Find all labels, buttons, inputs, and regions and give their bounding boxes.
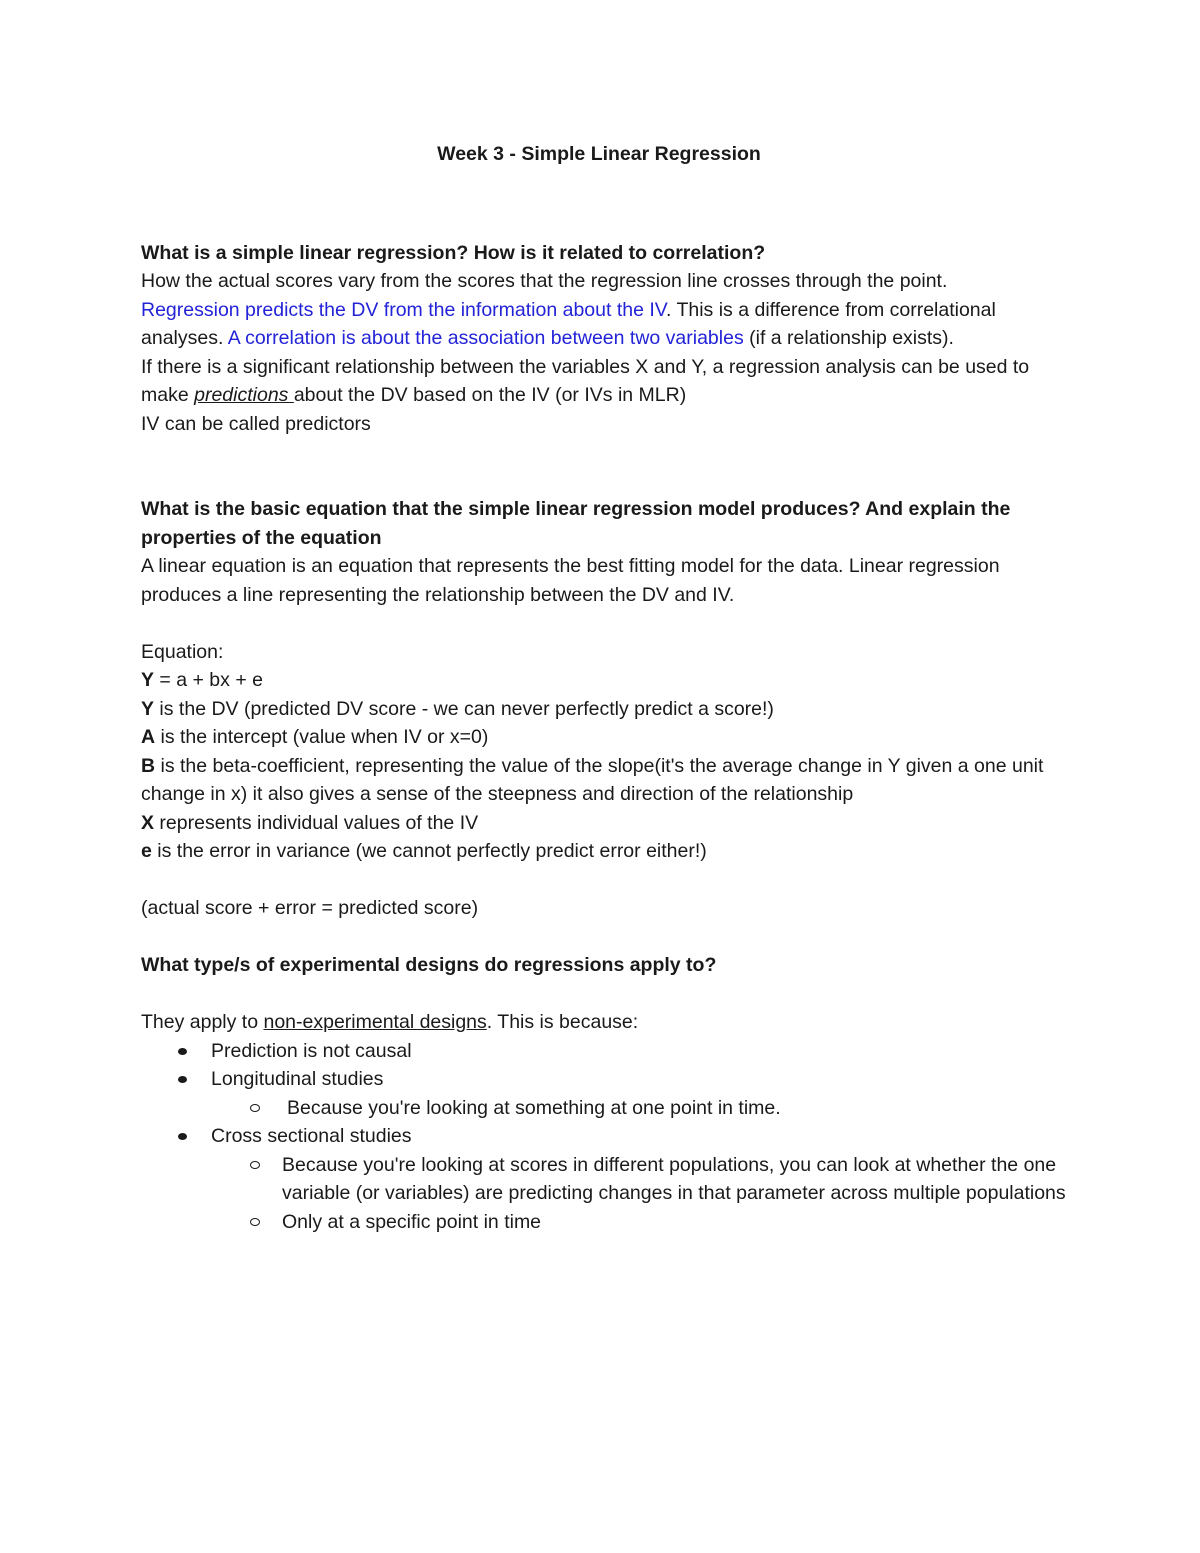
term-text: is the DV (predicted DV score - we can never perfectly predict a score!) xyxy=(154,697,774,720)
list-item-text: Longitudinal studies xyxy=(211,1068,384,1090)
sub-list-item xyxy=(141,1094,1071,1123)
paragraph-text: . This is a difference from correlational analyses. xyxy=(141,298,996,349)
document-title: Week 3 - Simple Linear Regression xyxy=(437,143,761,165)
list-item xyxy=(141,1037,1071,1066)
section3-heading: What type/s of experimental designs do regressions apply to? xyxy=(141,954,717,976)
term-text: represents individual values of the IV xyxy=(154,811,479,834)
list-item-text: Cross sectional studies xyxy=(211,1125,412,1147)
term-x-definition xyxy=(141,809,1071,838)
spacer xyxy=(141,609,1071,638)
section1-paragraph-3 xyxy=(141,353,1071,410)
spacer xyxy=(141,980,1071,1009)
section1-heading: What is a simple linear regression? How is it related to correlation? xyxy=(141,241,766,264)
reasons-list xyxy=(141,1037,1071,1237)
highlighted-text-correlation: A correlation is about the association between two variables xyxy=(227,327,744,349)
emphasized-text-predictions: predictions xyxy=(194,384,294,406)
section3-intro xyxy=(141,1008,1071,1037)
list-item xyxy=(141,1122,1071,1236)
sub-list-item xyxy=(141,1151,1071,1208)
underlined-text-non-experimental: non-experimental designs xyxy=(263,1011,487,1033)
score-note: (actual score + error = predicted score) xyxy=(141,897,479,919)
spacer xyxy=(141,438,1071,495)
section1-paragraph-1: How the actual scores vary from the scores that the regression line crosses through the point. xyxy=(141,270,948,292)
term-e-definition xyxy=(141,837,1071,866)
paragraph-text: (if a relationship exists). xyxy=(743,327,954,349)
sub-list-item-text: Only at a specific point in time xyxy=(282,1210,542,1233)
sub-list-item xyxy=(141,1208,1071,1237)
term-y-definition xyxy=(141,695,1071,724)
document-page xyxy=(141,140,1071,1236)
term-symbol: e xyxy=(141,840,152,862)
sub-list-item-text: Because you're looking at something at one point in time. xyxy=(287,1096,781,1119)
highlighted-text-regression: Regression predicts the DV from the information about the IV xyxy=(141,298,666,321)
term-a-definition xyxy=(141,723,1071,752)
bullet-icon xyxy=(178,1076,187,1083)
term-text: = a + bx + e xyxy=(154,669,263,691)
list-item-text: Prediction is not causal xyxy=(211,1039,412,1062)
paragraph-text: If there is a significant relationship between the variables X and Y, a regression analysis can be used to make xyxy=(141,355,1030,406)
bullet-icon xyxy=(178,1133,187,1140)
list-item xyxy=(141,1065,1071,1122)
sub-list-item-text: Because you're looking at scores in different populations, you can look at whether the one variable (or variables) are predicting changes in that parameter across multiple populations xyxy=(282,1153,1066,1204)
term-symbol: B xyxy=(141,754,156,777)
hollow-bullet-icon xyxy=(250,1104,260,1112)
paragraph-text: They apply to xyxy=(141,1011,264,1033)
sub-list xyxy=(211,1094,1071,1123)
equation-line xyxy=(141,666,1071,695)
sub-list xyxy=(211,1151,1071,1237)
spacer xyxy=(141,923,1071,952)
term-text: is the error in variance (we cannot perfectly predict error either!) xyxy=(151,840,707,862)
term-text: is the beta-coefficient, representing the value of the slope(it's the average change in Y given a one unit change in x) it also gives a sense of the steepness and direction of the relationship xyxy=(141,754,1044,805)
term-symbol: A xyxy=(141,726,156,748)
paragraph-text: . This is because: xyxy=(486,1011,639,1033)
equation-label: Equation: xyxy=(141,640,224,663)
term-symbol: Y xyxy=(141,669,155,691)
hollow-bullet-icon xyxy=(250,1218,260,1226)
section1-paragraph-4: IV can be called predictors xyxy=(141,412,371,435)
section1-paragraph-2 xyxy=(141,296,1071,353)
term-symbol: Y xyxy=(141,697,155,720)
paragraph-text: about the DV based on the IV (or IVs in MLR) xyxy=(293,384,687,406)
term-symbol: X xyxy=(141,811,155,834)
section2-heading: What is the basic equation that the simple linear regression model produces? And explain the properties of the equation xyxy=(141,498,1011,549)
section2-paragraph-1: A linear equation is an equation that represents the best fitting model for the data. Linear regression produces a line representing the relationship between the DV and IV. xyxy=(141,555,1000,606)
spacer xyxy=(141,866,1071,895)
hollow-bullet-icon xyxy=(250,1161,260,1169)
term-b-definition xyxy=(141,752,1071,809)
bullet-icon xyxy=(178,1048,187,1055)
term-text: is the intercept (value when IV or x=0) xyxy=(155,726,489,748)
